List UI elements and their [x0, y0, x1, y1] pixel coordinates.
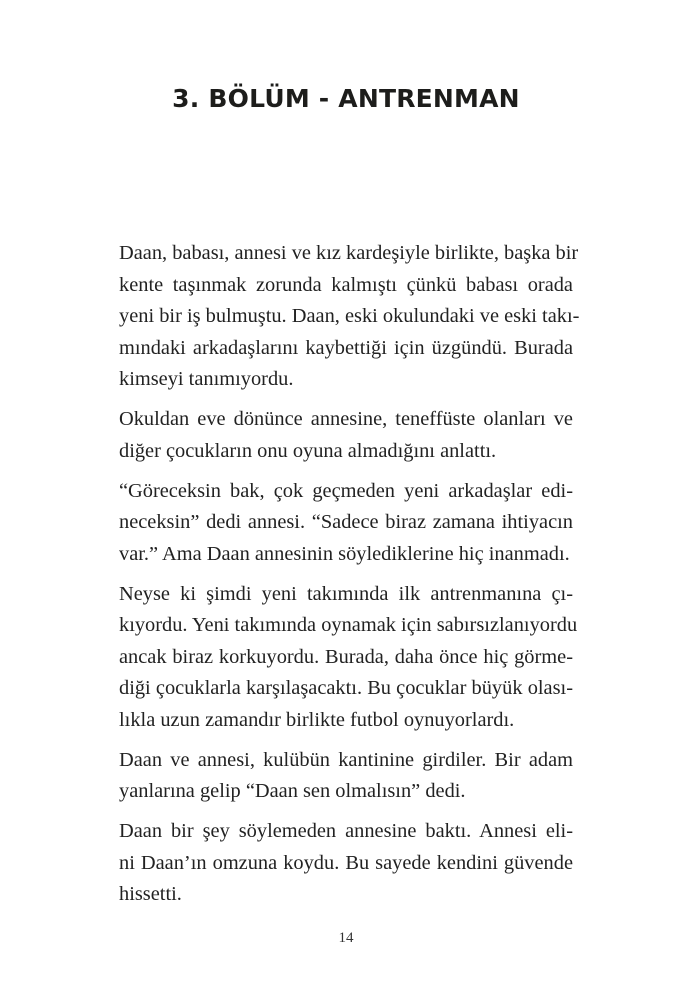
text-line: “Göreceksin bak, çok geçmeden yeni arkadaşlar edi- — [119, 479, 573, 502]
text-line: kimseyi tanımıyordu. — [119, 368, 294, 391]
paragraph — [119, 816, 573, 911]
chapter-title: 3. BÖLÜM - ANTRENMAN — [172, 84, 520, 113]
paragraph — [119, 404, 573, 467]
text-line: diği çocuklarla karşılaşacaktı. Bu çocuklar büyük olası- — [119, 677, 573, 700]
text-line: mındaki arkadaşlarını kaybettiği için üzgündü. Burada — [119, 336, 573, 359]
text-line: Daan, babası, annesi ve kız kardeşiyle birlikte, başka bir — [119, 242, 579, 264]
page-number: 14 — [338, 930, 354, 946]
text-line: yeni bir iş bulmuştu. Daan, eski okulundaki ve eski takı- — [119, 305, 580, 328]
text-line: Daan bir şey söylemeden annesine baktı. Annesi eli- — [119, 820, 573, 843]
text-line: neceksin” dedi annesi. “Sadece biraz zamana ihtiyacın — [119, 511, 573, 534]
text-line: Daan ve annesi, kulübün kantinine girdiler. Bir adam — [119, 748, 573, 771]
text-line: kente taşınmak zorunda kalmıştı çünkü babası orada — [119, 273, 573, 296]
paragraph — [119, 579, 578, 737]
text-line: var.” Ama Daan annesinin söylediklerine hiç inanmadı. — [119, 542, 570, 565]
text-line: ni Daan’ın omzuna koydu. Bu sayede kendini güvende — [119, 851, 573, 874]
text-line: kıyordu. Yeni takımında oynamak için sabırsızlanıyordu — [119, 614, 578, 637]
text-line: lıkla uzun zamandır birlikte futbol oynuyorlardı. — [119, 708, 515, 731]
text-line: yanlarına gelip “Daan sen olmalısın” dedi. — [119, 780, 466, 803]
chapter-body — [119, 238, 580, 919]
paragraph — [119, 238, 580, 396]
paragraph — [119, 745, 573, 808]
text-line: ancak biraz korkuyordu. Burada, daha önce hiç görme- — [119, 645, 573, 668]
text-line: hissetti. — [119, 883, 182, 906]
paragraph — [119, 476, 573, 571]
text-line: Neyse ki şimdi yeni takımında ilk antrenmanına çı- — [119, 582, 573, 605]
text-line: Okuldan eve dönünce annesine, teneffüste olanları ve — [119, 408, 573, 431]
text-line: diğer çocukların onu oyuna almadığını anlattı. — [119, 439, 497, 462]
